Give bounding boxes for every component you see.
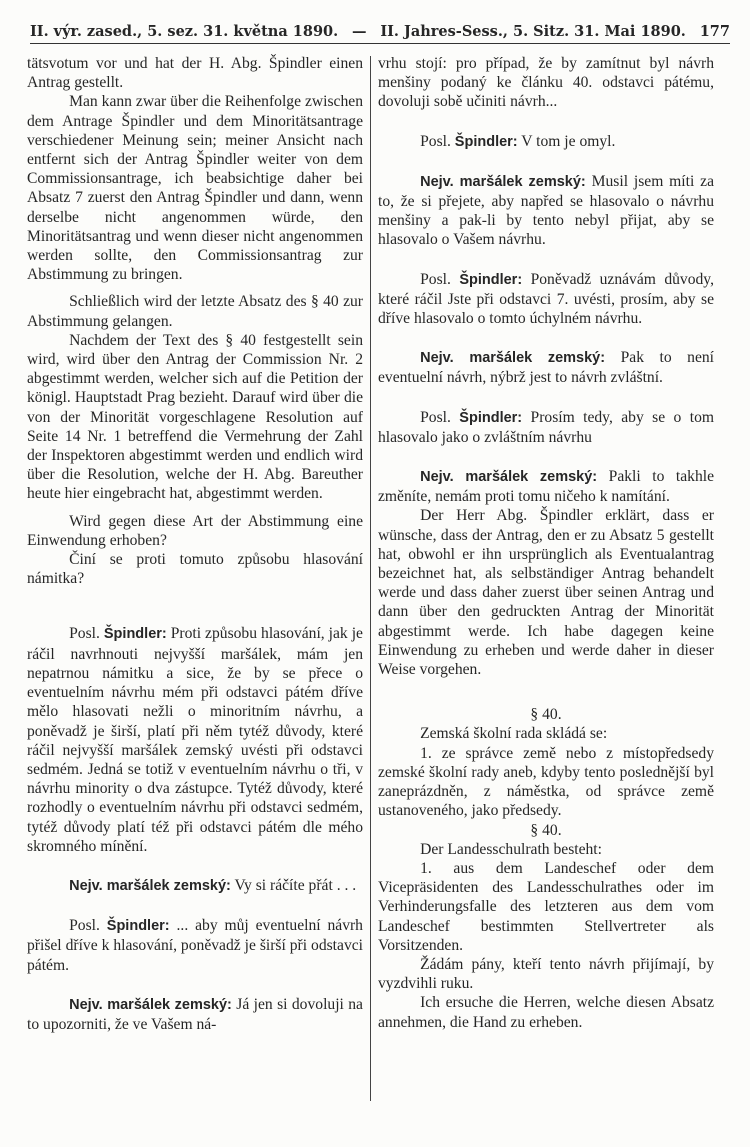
speech-text: Pak to není eventuelní návrh, nýbrž jest to návrh zvláštní. bbox=[378, 349, 714, 387]
speech bbox=[378, 172, 714, 250]
speaker-prefix: Posl. bbox=[69, 917, 100, 935]
speech bbox=[27, 916, 363, 975]
speaker-name: Špindler: bbox=[106, 918, 170, 935]
speech bbox=[27, 624, 363, 855]
right-column bbox=[378, 54, 714, 1032]
speech bbox=[27, 995, 363, 1034]
column-divider bbox=[370, 56, 371, 1101]
paragraph: vrhu stojí: pro případ, že by zamítnut byl návrh menšiny podaný ke článku 40. odstavci pátému, dovoluji sobě učiniti návrh... bbox=[378, 55, 714, 111]
speech bbox=[27, 876, 363, 896]
page-number: 177 bbox=[699, 23, 730, 40]
speech-text: Prosím tedy, aby se o tom hlasovalo jako o zvláštním návrhu bbox=[378, 408, 715, 446]
paragraph: 1. aus dem Landeschef oder dem Vicepräsidenten des Landesschulrathes oder im Verhinderungsfalle des letzteren aus dem vom Landeschef bestimmten Stellvertreter als Vorsitzenden. bbox=[378, 859, 714, 954]
paragraph: tätsvotum vor und hat der H. Abg. Špindler einen Antrag gestellt. bbox=[27, 55, 363, 92]
section-heading: § 40. bbox=[530, 706, 562, 724]
speech-text: Musil jsem míti za to, že si přejete, aby napřed se hlasovalo o návrhu menšiny a pak-li by tento nebyl přijat, aby se hlasovalo o Vašem návrhu. bbox=[378, 172, 714, 249]
speaker-prefix: Posl. bbox=[420, 270, 451, 288]
running-header bbox=[30, 16, 730, 44]
speaker-name: Špindler: bbox=[454, 133, 518, 150]
speaker-name: Špindler: bbox=[459, 409, 523, 426]
paragraph: Ich ersuche die Herren, welche diesen Absatz annehmen, die Hand zu erheben. bbox=[378, 994, 714, 1031]
speaker-name: Nejv. maršálek zemský: bbox=[420, 350, 606, 367]
speech-text: Proti způsobu hlasování, jak je ráčil navrhnouti nejvyšší maršálek, mám jen nepatrnou námitku a sice, že by se přece o eventuelním návrhu mém při odstavci pátém dříve mělo hlasovati nežli o minoritním návrhu, a poněvadž je širší, platí při něm tytéž důvody, které ráčil nejvyšší maršálek zemský uvésti při odstavci sedmém. Jedná se totiž v eventuelním návrhu o tři, v návrhu minority o dva zástupce. Tytéž důvody, které rozhodly o eventuelním návrhu při odstavci sedmém, tytéž důvody platí též při odstavci pátém dle mého skromného mínění. bbox=[27, 625, 363, 855]
speech bbox=[378, 132, 714, 152]
speaker-name: Nejv. maršálek zemský: bbox=[420, 173, 586, 190]
header-german: II. Jahres-Sess., 5. Sitz. 31. Mai 1890. bbox=[380, 23, 686, 40]
header-czech: II. výr. zased., 5. sez. 31. května 1890. bbox=[30, 23, 339, 40]
paragraph: Der Landesschulrath besteht: bbox=[420, 840, 602, 858]
speech bbox=[378, 408, 714, 447]
speech-text: Poněvadž uznávám důvody, které ráčil Jste při odstavci 7. uvésti, prosím, aby se dříve hlasovalo o tomto úchylném návrhu. bbox=[378, 270, 714, 328]
left-column bbox=[27, 54, 363, 1034]
speech-text: ... aby můj eventuelní návrh přišel dříve k hlasování, poněvadž je širší při odstavci pátém. bbox=[27, 917, 363, 974]
paragraph: Zemská školní rada skládá se: bbox=[420, 725, 608, 743]
paragraph: Schließlich wird der letzte Absatz des § 40 zur Abstimmung gelangen. bbox=[27, 293, 363, 330]
paragraph: Wird gegen diese Art der Abstimmung eine Einwendung erhoben? bbox=[27, 512, 363, 549]
speech-text: Já jen si dovoluji na to upozorniti, že ve Vašem ná- bbox=[27, 995, 363, 1033]
speech bbox=[378, 467, 714, 506]
speech bbox=[378, 270, 714, 329]
paragraph: Činí se proti tomuto způsobu hlasování námitka? bbox=[27, 551, 363, 588]
speech-text: Vy si ráčíte přát . . . bbox=[234, 876, 357, 894]
paragraph: Žádám pány, kteří tento návrh přijímají, by vyzdvihli ruku. bbox=[378, 955, 714, 993]
section-heading: § 40. bbox=[530, 821, 562, 839]
paragraph: Der Herr Abg. Špindler erklärt, dass er wünsche, dass der Antrag, den er zu Absatz 5 gestellt hat, obwohl er ihn ursprünglich als Eventualantrag bezeichnet hat, als selbständiger Antrag behandelt werde und dass daher zuerst über seinen Antrag und dann über den gedruckten Antrag der Minorität abgestimmt werde. Ich habe dagegen keine Einwendung zu erheben und werde daher in dieser Weise vorgehen. bbox=[378, 507, 714, 679]
speaker-prefix: Posl. bbox=[420, 132, 451, 150]
speaker-prefix: Posl. bbox=[69, 625, 100, 643]
paragraph: Man kann zwar über die Reihenfolge zwischen dem Antrage Špindler und dem Minoritätsantrage verschiedener Meinung sein; meiner Ansicht nach entfernt sich der Antrag Špindler weiter von dem Commissionsantrage, ich beabsichtige daher bei Absatz 7 zuerst den Antrag Špindler und dann, wenn derselbe nicht angenommen würde, den Minoritätsantrag und wenn dieser nicht angenommen werden sollte, den Commissionsantrag zur Abstimmung zu bringen. bbox=[27, 93, 363, 284]
header-dash: — bbox=[352, 23, 367, 40]
speaker-name: Nejv. maršálek zemský: bbox=[69, 996, 232, 1013]
speaker-name: Nejv. maršálek zemský: bbox=[420, 469, 598, 486]
speaker-prefix: Posl. bbox=[420, 408, 451, 426]
speaker-name: Špindler: bbox=[103, 626, 167, 643]
speaker-name: Špindler: bbox=[459, 271, 523, 288]
speech-text: V tom je omyl. bbox=[521, 132, 616, 150]
paragraph: 1. ze správce země nebo z místopředsedy zemské školní rady aneb, kdyby tento poslednější byl zaneprázdněn, z náměstka, od správce země ustanoveného, jako předsedy. bbox=[378, 744, 714, 820]
paragraph: Nachdem der Text des § 40 festgestellt sein wird, wird über den Antrag der Commission Nr. 2 abgestimmt werden, welcher sich auf die Petition der königl. Hauptstadt Prag bezieht. Darauf wird über die von der Minorität vorgeschlagene Resolution auf Seite 14 Nr. 1 betreffend die Vermehrung der Zahl der Inspektoren abgestimmt werden und endlich wird über die Resolution, welche der H. Abg. Bareuther heute hier eingebracht hat, abgestimmt werden. bbox=[27, 331, 363, 503]
speech bbox=[378, 348, 714, 387]
speaker-name: Nejv. maršálek zemský: bbox=[69, 877, 231, 894]
speech-text: Pakli to takhle změníte, nemám proti tomu ničeho k namítání. bbox=[378, 468, 714, 506]
